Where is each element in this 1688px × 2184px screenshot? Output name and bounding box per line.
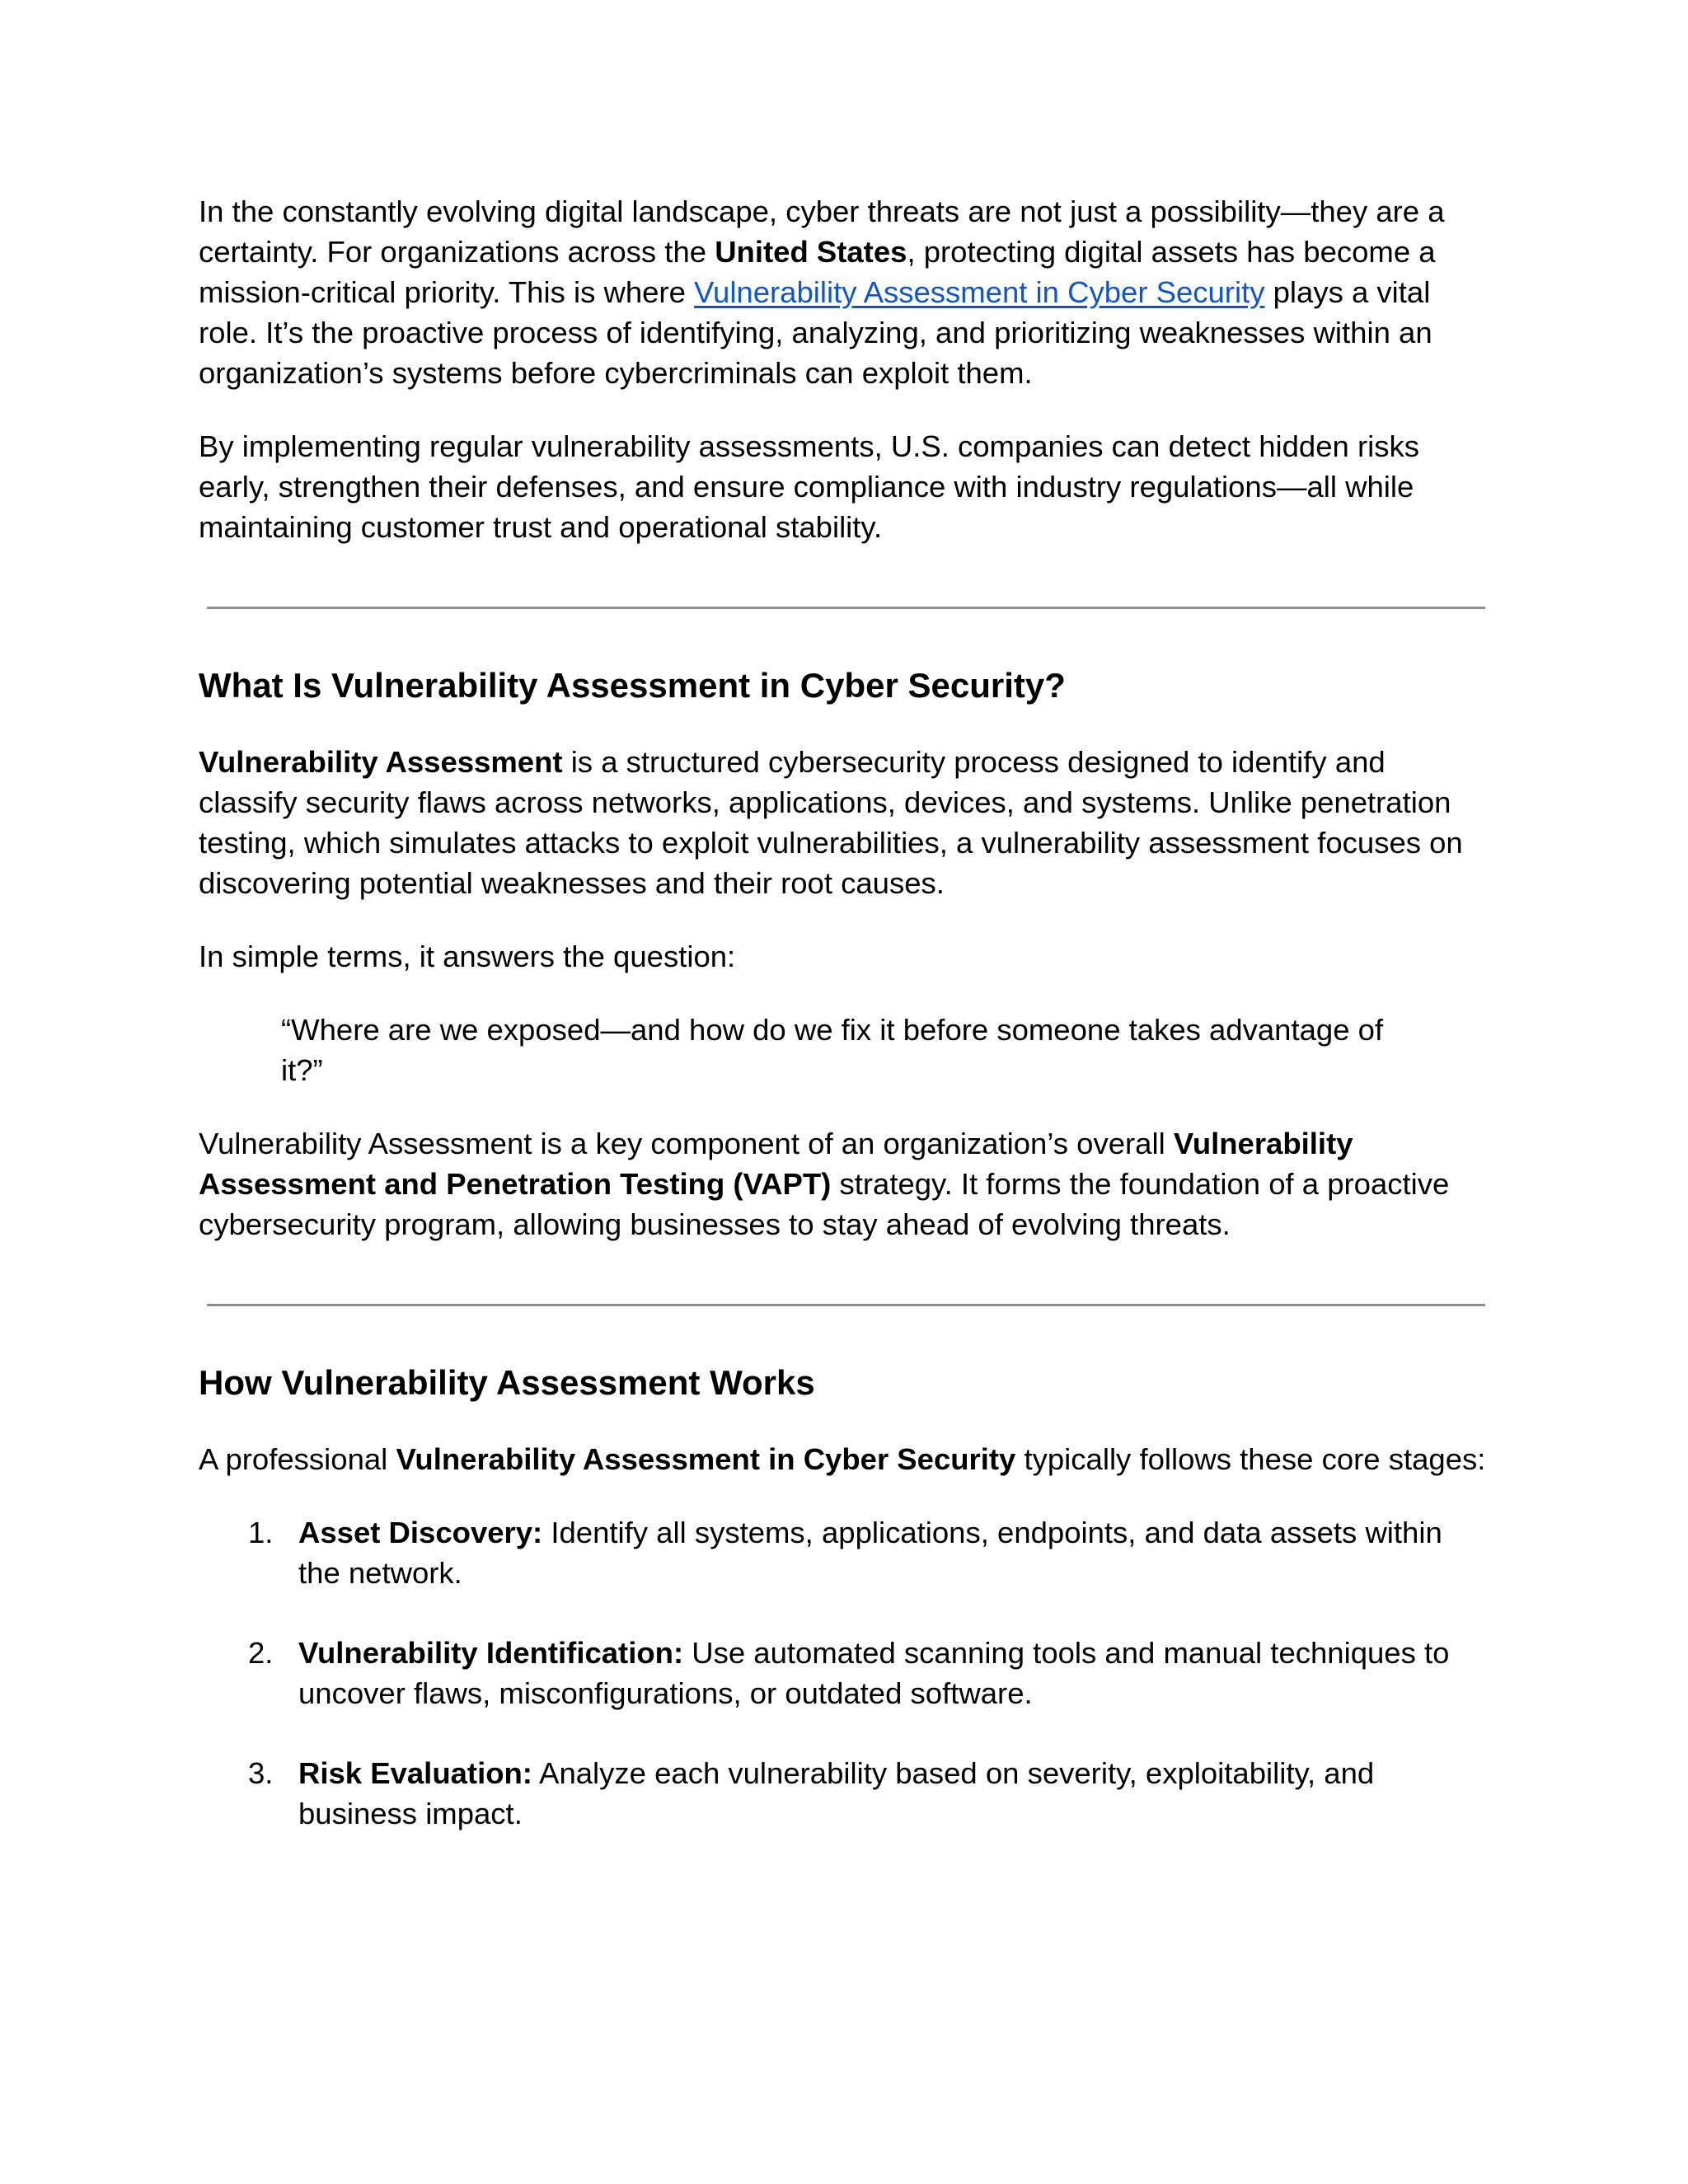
- intro-text-2: , protecting digital assets has become a mission-critical priority. This is where: [199, 235, 1436, 309]
- vapt-paragraph: [199, 1123, 1489, 1244]
- united-states-bold: United States: [715, 235, 907, 269]
- stages-intro-bold: Vulnerability Assessment in Cyber Security: [396, 1442, 1016, 1476]
- intro-paragraph-2: By implementing regular vulnerability assessments, U.S. companies can detect hidden risks early, strengthen their defenses, and ensure compliance with industry regulations—all while maintaining customer trust and operational stability.: [199, 429, 1419, 544]
- horizontal-divider: [207, 1304, 1485, 1306]
- intro-text-3: plays a vital role. It’s the proactive process of identifying, analyzing, and prioritizing weaknesses within an organization’s systems before cybercriminals can exploit them.: [199, 275, 1432, 390]
- list-item-number: 2.: [248, 1636, 274, 1670]
- intro-text-1: In the constantly evolving digital landscape, cyber threats are not just a possibility—they are a certainty. For organizations across the: [199, 194, 1445, 269]
- vapt-text-2: strategy. It forms the foundation of a proactive cybersecurity program, allowing businesses to stay ahead of evolving threats.: [199, 1167, 1450, 1241]
- vapt-bold: Vulnerability Assessment and Penetration Testing (VAPT): [199, 1127, 1353, 1201]
- list-item: [199, 1633, 1489, 1713]
- document-body: [199, 191, 1489, 1873]
- section-heading-what: What Is Vulnerability Assessment in Cyber Security?: [199, 666, 1066, 705]
- section-heading-how: How Vulnerability Assessment Works: [199, 1363, 815, 1402]
- list-item-text: Identify all systems, applications, endpoints, and data assets within the network.: [298, 1516, 1442, 1590]
- list-item-title: Risk Evaluation:: [298, 1756, 532, 1790]
- vapt-text-1: Vulnerability Assessment is a key component of an organization’s overall: [199, 1127, 1174, 1160]
- list-item: [199, 1753, 1489, 1834]
- definition-term: Vulnerability Assessment: [199, 745, 563, 779]
- list-item-number: 3.: [248, 1756, 274, 1790]
- simple-terms-paragraph: In simple terms, it answers the question:: [199, 940, 736, 973]
- definition-paragraph: [199, 742, 1489, 903]
- list-item-text: Use automated scanning tools and manual techniques to uncover flaws, misconfigurations, or outdated software.: [298, 1636, 1450, 1710]
- stages-list: [199, 1512, 1489, 1834]
- intro-paragraph-1: [199, 191, 1489, 393]
- list-item: [199, 1512, 1489, 1593]
- horizontal-divider: [207, 607, 1485, 609]
- quote-block: “Where are we exposed—and how do we fix it before someone takes advantage of it?”: [281, 1013, 1384, 1087]
- stages-intro-paragraph: [199, 1439, 1489, 1479]
- list-item-number: 1.: [248, 1516, 274, 1549]
- vulnerability-assessment-link[interactable]: Vulnerability Assessment in Cyber Security: [694, 275, 1265, 309]
- list-item-text: Analyze each vulnerability based on severity, exploitability, and business impact.: [298, 1756, 1375, 1830]
- definition-text: is a structured cybersecurity process designed to identify and classify security flaws across networks, applications, devices, and systems. Unlike penetration testing, which simulates attacks to exploit vulnerabilities, a vulnerability assessment focuses on discovering potential weaknesses and their root causes.: [199, 745, 1463, 900]
- list-item-title: Asset Discovery:: [298, 1516, 543, 1549]
- stages-intro-text-1: A professional: [199, 1442, 396, 1476]
- stages-intro-text-2: typically follows these core stages:: [1015, 1442, 1486, 1476]
- list-item-title: Vulnerability Identification:: [298, 1636, 684, 1670]
